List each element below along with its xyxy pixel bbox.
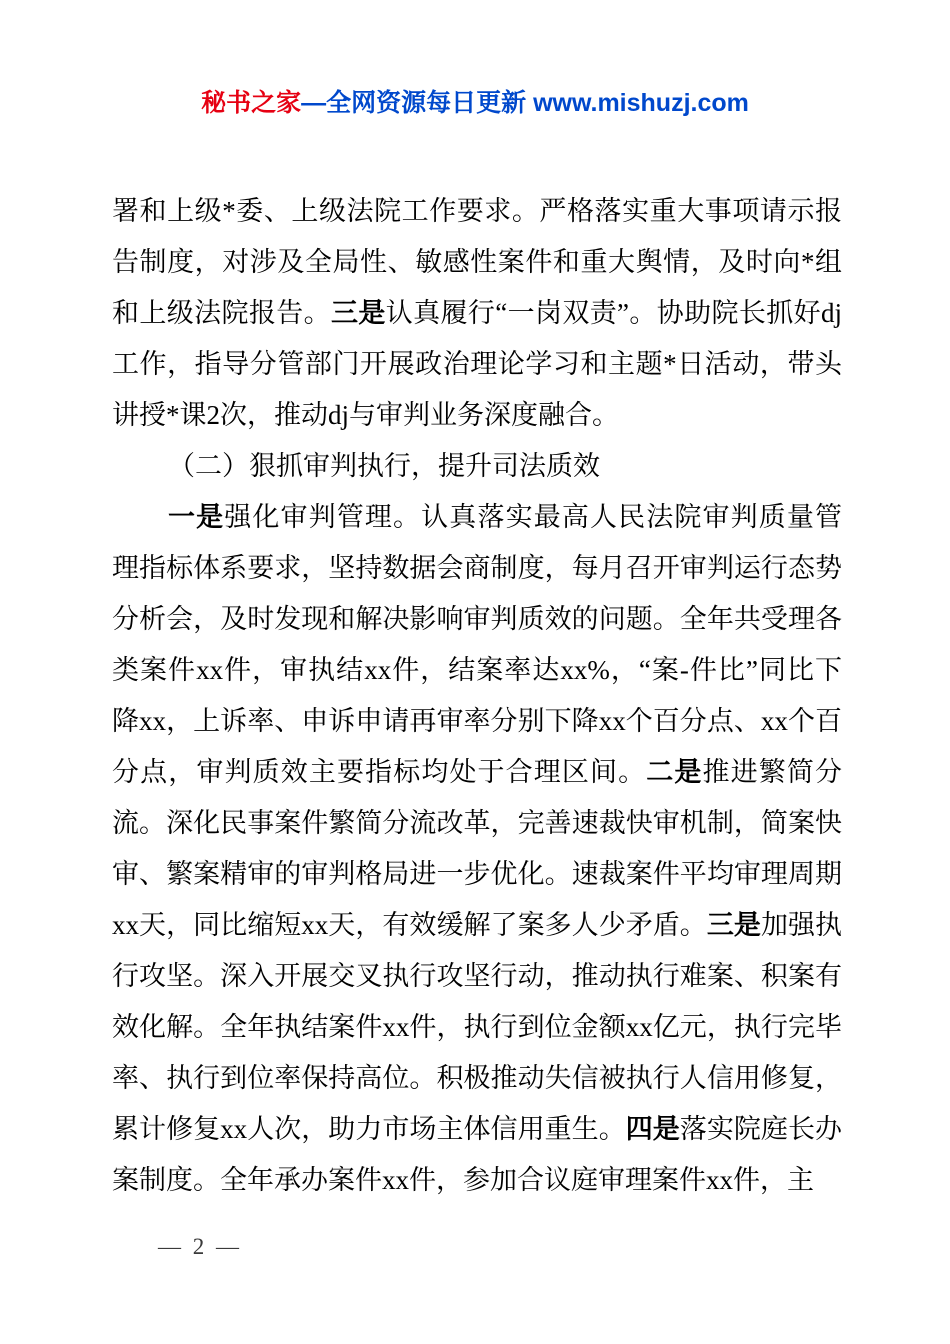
site-name: 秘书之家	[201, 89, 302, 117]
text-run: 认真履行“一岗双责”。协助院长抓好dj工作，指导分管部门开展政治理论学习和主题*日活动，带头讲授*课2次，推动dj与审判业务深度融合。	[112, 298, 843, 430]
bold-run: 二是	[646, 757, 703, 787]
para-section-body	[112, 492, 842, 1206]
text-run: 署和上级*委、上级法院工作要求。严格落实重大事项请示报告制度，对涉及全局性、敏感性案件和重大舆情，及时向*组和上级法院报告。	[112, 196, 842, 328]
bold-run: 四是	[625, 1114, 680, 1144]
text-run: 推进繁简分流。深化民事案件繁简分流改革，完善速裁快审机制，简案快审、繁案精审的审判格局进一步优化。速裁案件平均审理周期xx天，同比缩短xx天，有效缓解了案多人少矛盾。	[112, 757, 843, 940]
para-section-heading	[112, 441, 842, 492]
bold-run: 一是	[168, 502, 225, 532]
text-run: 强化审判管理。认真落实最高人民法院审判质量管理指标体系要求，坚持数据会商制度，每月召开审判运行态势分析会，及时发现和解决影响审判质效的问题。全年共受理各类案件xx件，审执结xx件，结案率达xx%，“案-件比”同比下降xx，上诉率、申诉申请再审率分别下降xx个百分点、xx个百分点，审判质效主要指标均处于合理区间。	[112, 502, 843, 787]
site-header	[0, 86, 950, 120]
text-run: 加强执行攻坚。深入开展交叉执行攻坚行动，推动执行难案、积案有效化解。全年执结案件xx件，执行到位金额xx亿元，执行完毕率、执行到位率保持高位。积极推动失信被执行人信用修复，累计修复xx人次，助力市场主体信用重生。	[112, 910, 843, 1144]
page-footer	[158, 1234, 242, 1260]
bold-run: 三是	[330, 298, 386, 328]
para-continuation	[112, 186, 842, 441]
site-tagline: —全网资源每日更新	[301, 89, 534, 117]
site-url[interactable]: www.mishuzj.com	[533, 89, 749, 117]
document-body	[112, 186, 842, 1206]
bold-run: 三是	[706, 910, 761, 940]
text-run: 落实院庭长办案制度。全年承办案件xx件，参加合议庭审理案件xx件，主	[112, 1114, 843, 1195]
page-number: — 2 —	[158, 1234, 242, 1259]
text-run: （二）狠抓审判执行，提升司法质效	[168, 451, 600, 481]
